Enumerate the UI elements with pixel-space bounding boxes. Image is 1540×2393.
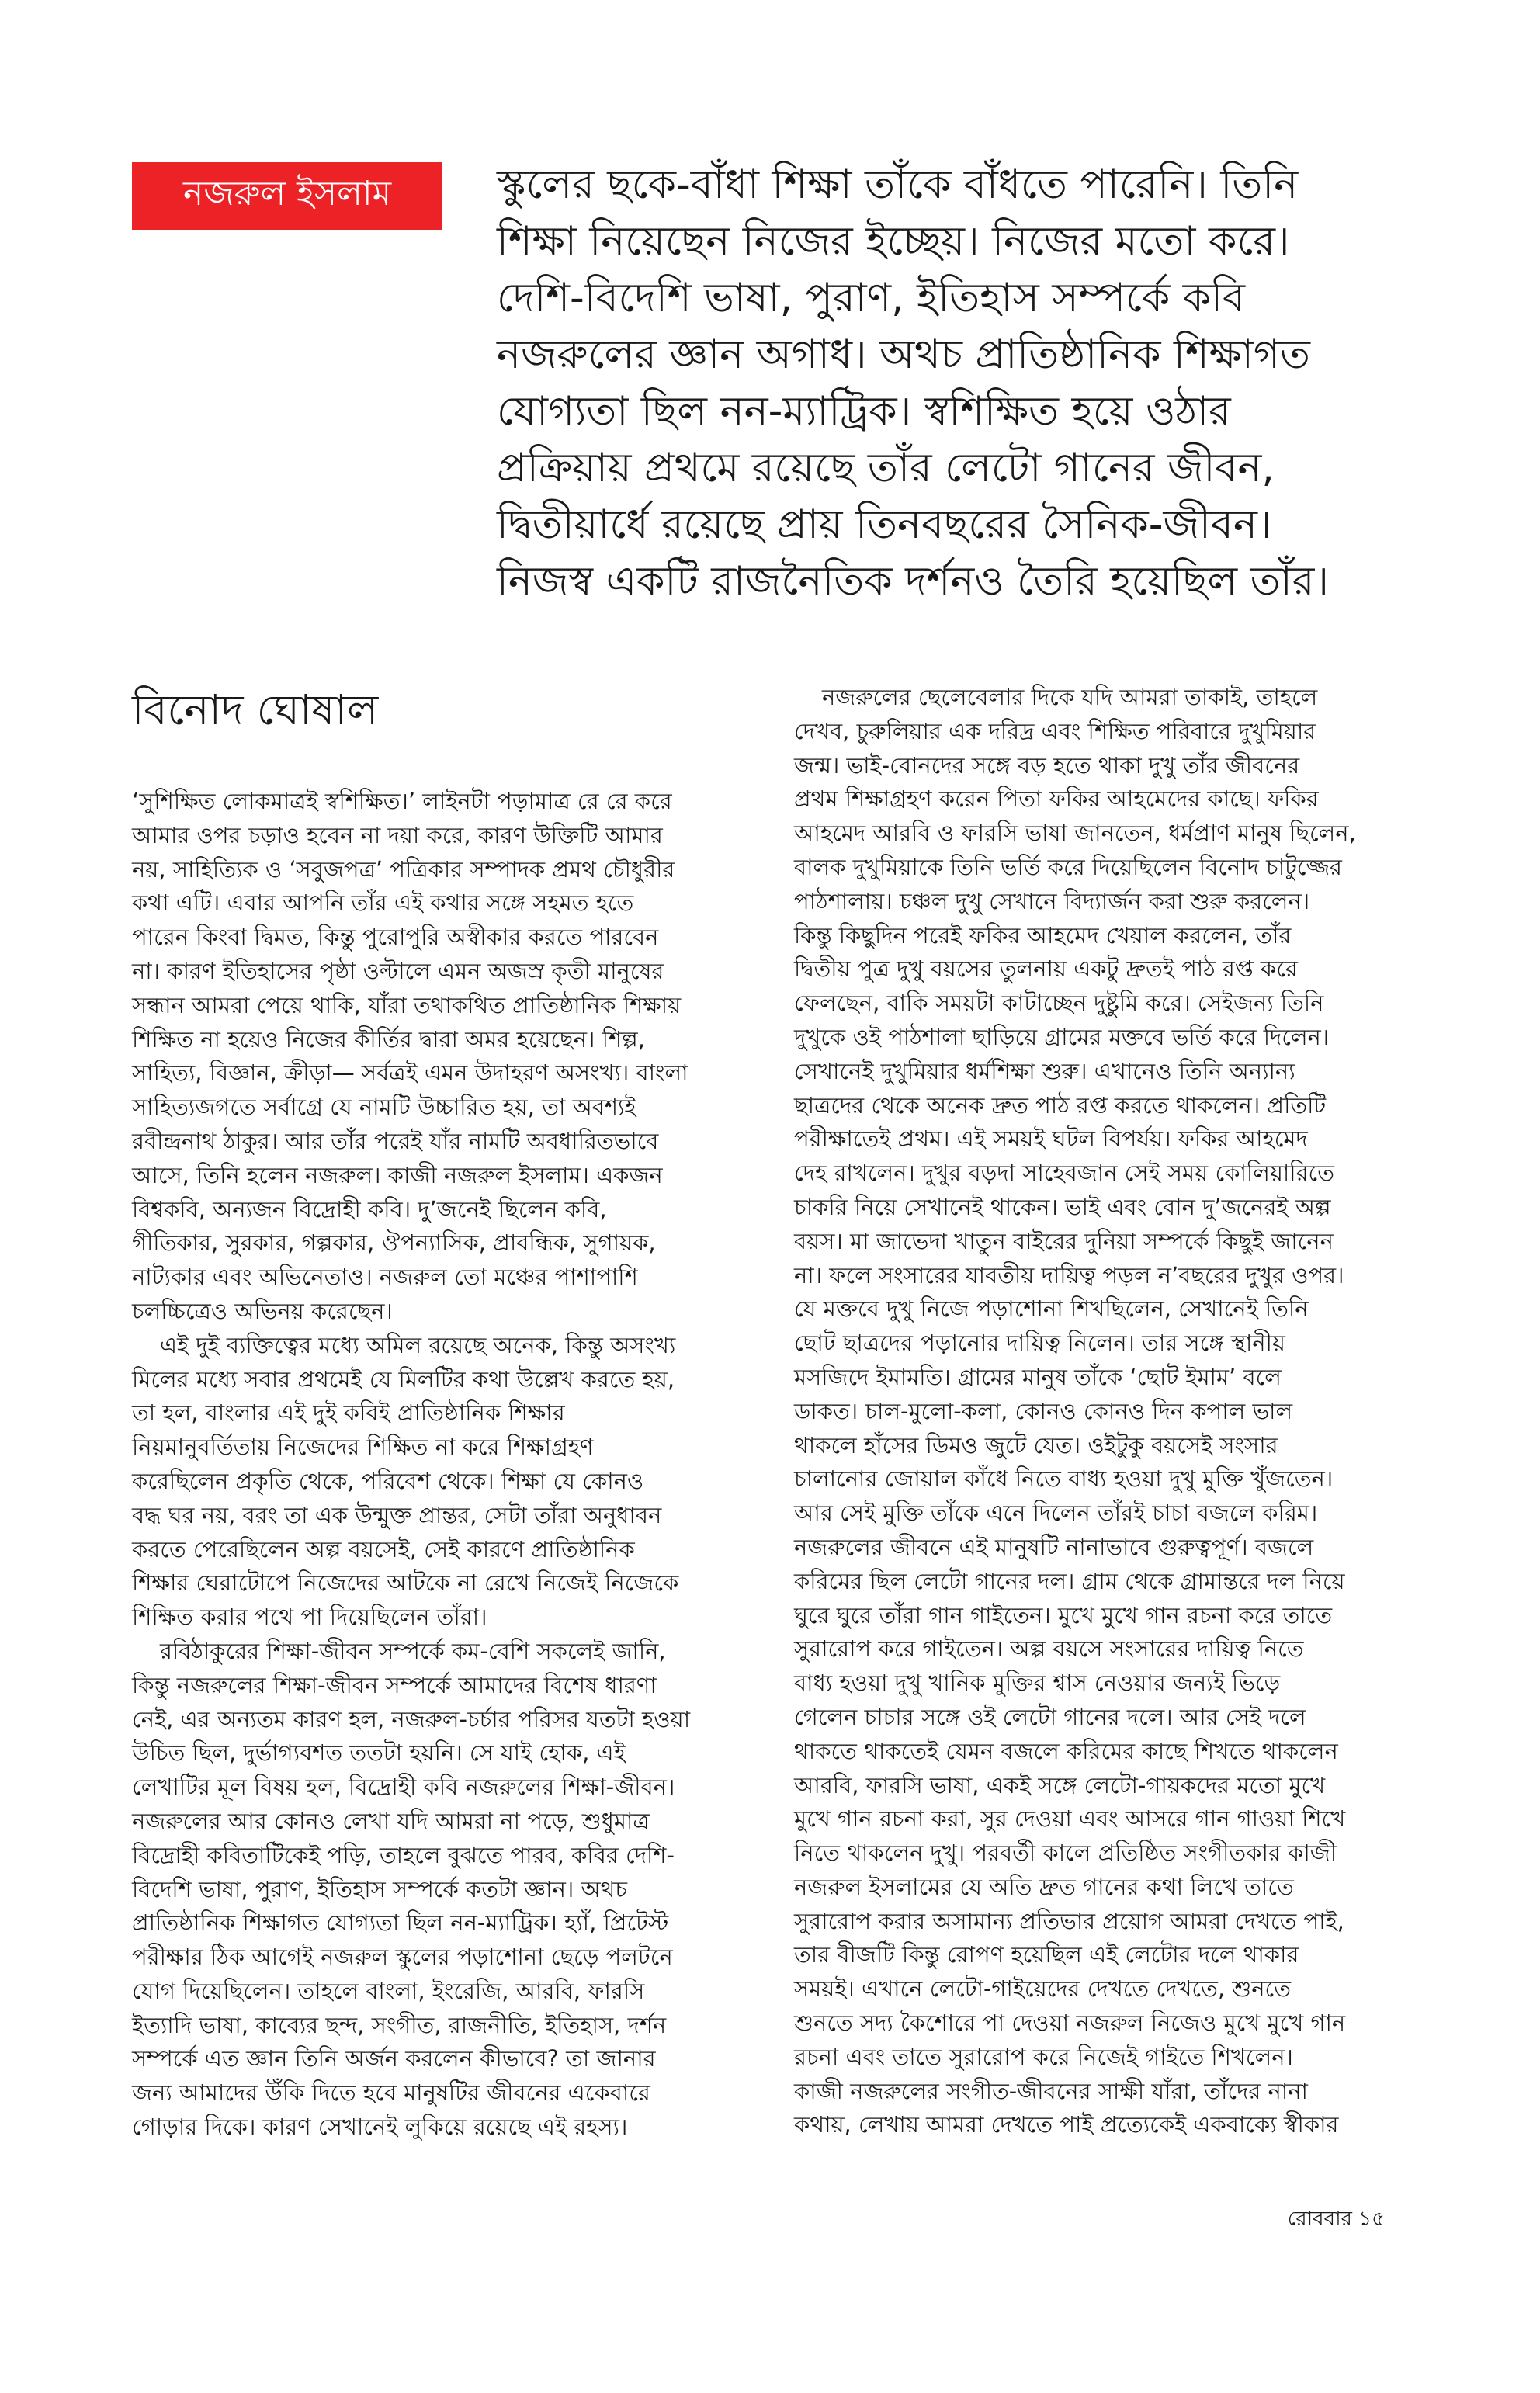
text-line: পাঠশালায়। চঞ্চল দুখু সেখানে বিদ্যার্জন করা শুরু করলেন।	[794, 887, 1310, 914]
text-line: ছোট ছাত্রদের পড়ানোর দায়িত্ব নিলেন। তার সঙ্গে স্থানীয়	[794, 1330, 1285, 1357]
text-line: করেছিলেন প্রকৃতি থেকে, পরিবেশ থেকে। শিক্ষা যে কোনও	[132, 1467, 644, 1494]
text-line: নজরুলের জীবনে এই মানুষটি নানাভাবে গুরুত্বপূর্ণ। বজলে	[794, 1533, 1314, 1560]
paragraph	[132, 785, 745, 1329]
text-line: সাহিত্য, বিজ্ঞান, ক্রীড়া— সর্বত্রই এমন উদাহরণ অসংখ্য। বাংলা	[132, 1060, 688, 1087]
text-line: ফেলছেন, বাকি সময়টা কাটাচ্ছেন দুষ্টুমি করে। সেইজন্য তিনি	[794, 990, 1324, 1017]
text-line: সময়ই। এখানে লেটো-গাইয়েদের দেখতে দেখতে, শুনতে	[794, 1975, 1291, 2003]
text-line: জন্ম। ভাই-বোনদের সঙ্গে বড় হতে থাকা দুখু তাঁর জীবনের	[794, 751, 1300, 779]
text-line: আমার ওপর চড়াও হবেন না দয়া করে, কারণ উক্তিটি আমার	[132, 821, 663, 848]
text-line: বাধ্য হওয়া দুখু খানিক মুক্তির শ্বাস নেওয়ার জন্যই ভিড়ে	[794, 1670, 1281, 1697]
text-line: লেখাটির মূল বিষয় হল, বিদ্রোহী কবি নজরুলের শিক্ষা-জীবন।	[132, 1774, 675, 1801]
author-byline: বিনোদ ঘোষাল	[132, 685, 379, 734]
text-line: ডাকত। চাল-মুলো-কলা, কোনও কোনও দিন কপাল ভাল	[794, 1397, 1293, 1424]
text-line: রবিঠাকুরের শিক্ষা-জীবন সম্পর্কে কম-বেশি সকলেই জানি,	[160, 1637, 666, 1664]
text-line: করতে পেরেছিলেন অল্প বয়সেই, সেই কারণে প্রাতিষ্ঠানিক	[132, 1535, 635, 1562]
article-column-right	[794, 681, 1407, 2142]
text-line: নজরুলের ছেলেবেলার দিকে যদি আমরা তাকাই, তাহলে	[822, 684, 1318, 710]
text-line: গেলেন চাচার সঙ্গে ওই লেটো গানের দলে। আর সেই দলে	[794, 1703, 1306, 1730]
text-line: আর সেই মুক্তি তাঁকে এনে দিলেন তাঁরই চাচা বজলে করিম।	[794, 1500, 1318, 1527]
text-line: নাট্যকার এবং অভিনেতাও। নজরুল তো মঞ্চের পাশাপাশি	[132, 1264, 638, 1291]
text-line: পারেন কিংবা দ্বিমত, কিন্তু পুরোপুরি অস্বীকার করতে পারবেন	[132, 924, 659, 951]
text-line: বিশ্বকবি, অন্যজন বিদ্রোহী কবি। দু’জনেই ছিলেন কবি,	[132, 1195, 607, 1223]
text-line: মুখে গান রচনা করা, সুর দেওয়া এবং আসরে গান গাওয়া শিখে	[794, 1805, 1346, 1833]
section-tag: নজরুল ইসলাম	[132, 162, 442, 230]
text-line: আরবি, ফারসি ভাষা, একই সঙ্গে লেটো-গায়কদের মতো মুখে	[794, 1771, 1326, 1798]
text-line: সেখানেই দুখুমিয়ার ধর্মশিক্ষা শুরু। এখানেও তিনি অন্যান্য	[794, 1057, 1295, 1084]
text-line: চলচ্চিত্রেও অভিনয় করেছেন।	[132, 1297, 393, 1324]
text-line: সাহিত্যজগতে সর্বাগ্রে যে নামটি উচ্চারিত হয়, তা অবশ্যই	[132, 1094, 636, 1121]
text-line: দুখুকে ওই পাঠশালা ছাড়িয়ে গ্রামের মক্তবে ভর্তি করে দিলেন।	[794, 1023, 1330, 1050]
text-line: এই দুই ব্যক্তিত্বের মধ্যে অমিল রয়েছে অনেক, কিন্তু অসংখ্য	[160, 1331, 676, 1358]
pull-quote-line: স্কুলের ছকে-বাঁধা শিক্ষা তাঁকে বাঁধতে পারেনি। তিনি	[497, 161, 1299, 208]
text-line: নয়, সাহিত্যিক ও ‘সবুজপত্র’ পত্রিকার সম্পাদক প্রমথ চৌধুরীর	[132, 855, 675, 883]
text-line: বালক দুখুমিয়াকে তিনি ভর্তি করে দিয়েছিলেন বিনোদ চাটুজ্জের	[794, 853, 1342, 880]
text-line: জন্য আমাদের উঁকি দিতে হবে মানুষটির জীবনের একেবারে	[132, 2079, 650, 2107]
text-line: তা হল, বাংলার এই দুই কবিই প্রাতিষ্ঠানিক শিক্ষার	[132, 1399, 565, 1427]
paragraph	[132, 1329, 745, 1635]
text-line: নজরুল ইসলামের যে অতি দ্রুত গানের কথা লিখে তাতে	[794, 1873, 1294, 1900]
text-line: আহমেদ আরবি ও ফারসি ভাষা জানতেন, ধর্মপ্রাণ মানুষ ছিলেন,	[794, 820, 1356, 847]
pull-quote-line: নজরুলের জ্ঞান অগাধ। অথচ প্রাতিষ্ঠানিক শিক্ষাগত	[497, 331, 1310, 378]
text-line: প্রথম শিক্ষাগ্রহণ করেন পিতা ফকির আহমেদের কাছে। ফকির	[794, 786, 1319, 813]
text-line: কাজী নজরুলের সংগীত-জীবনের সাক্ষী যাঁরা, তাঁদের নানা	[794, 2077, 1308, 2104]
text-line: চালানোর জোয়াল কাঁধে নিতে বাধ্য হওয়া দুখু মুক্তি খুঁজতেন।	[794, 1465, 1334, 1493]
text-line: রবীন্দ্রনাথ ঠাকুর। আর তাঁর পরেই যাঁর নামটি অবধারিতভাবে	[132, 1127, 659, 1154]
text-line: সন্ধান আমরা পেয়ে থাকি, যাঁরা তথাকথিত প্রাতিষ্ঠানিক শিক্ষায়	[132, 991, 682, 1018]
text-line: নজরুলের আর কোনও লেখা যদি আমরা না পড়ে, শুধুমাত্র	[132, 1807, 650, 1834]
pull-quote-line: দ্বিতীয়ার্ধে রয়েছে প্রায় তিনবছরের সৈনিক-জীবন।	[497, 501, 1272, 548]
text-line: নিতে থাকলেন দুখু। পরবর্তী কালে প্রতিষ্ঠিত সংগীতকার কাজী	[794, 1840, 1337, 1867]
text-line: কিন্তু নজরুলের শিক্ষা-জীবন সম্পর্কে আমাদের বিশেষ ধারণা	[132, 1671, 657, 1698]
text-line: নিয়মানুবর্তিতায় নিজেদের শিক্ষিত না করে শিক্ষাগ্রহণ	[132, 1434, 594, 1461]
text-line: শিক্ষিত করার পথে পা দিয়েছিলেন তাঁরা।	[132, 1604, 487, 1631]
text-line: মিলের মধ্যে সবার প্রথমেই যে মিলটির কথা উল্লেখ করতে হয়,	[132, 1365, 675, 1392]
pull-quote-line: দেশি-বিদেশি ভাষা, পুরাণ, ইতিহাস সম্পর্কে কবি	[497, 275, 1245, 321]
text-line: আসে, তিনি হলেন নজরুল। কাজী নজরুল ইসলাম। একজন	[132, 1161, 663, 1188]
text-line: ছাত্রদের থেকে অনেক দ্রুত পাঠ রপ্ত করতে থাকলেন। প্রতিটি	[794, 1091, 1327, 1118]
text-line: পরীক্ষার ঠিক আগেই নজরুল স্কুলের পড়াশোনা ছেড়ে পলটনে	[132, 1944, 673, 1971]
text-line: দ্বিতীয় পুত্র দুখু বয়সের তুলনায় একটু দ্রুতই পাঠ রপ্ত করে	[794, 955, 1298, 983]
text-line: দেখব, চুরুলিয়ার এক দরিদ্র এবং শিক্ষিত পরিবারে দুখুমিয়ার	[794, 717, 1316, 744]
text-line: থাকলে হাঁসের ডিমও জুটে যেত। ওইটুকু বয়সেই সংসার	[794, 1431, 1278, 1458]
text-line: না। কারণ ইতিহাসের পৃষ্ঠা ওল্টালে এমন অজস্র কৃতী মানুষের	[132, 957, 664, 984]
text-line: শিক্ষার ঘেরাটোপে নিজেদের আটকে না রেখে নিজেই নিজেকে	[132, 1569, 679, 1597]
paragraph	[794, 681, 1407, 2142]
text-line: শুনতে সদ্য কৈশোরে পা দেওয়া নজরুল নিজেও মুখে মুখে গান	[794, 2010, 1346, 2037]
pull-quote-line: নিজস্ব একটি রাজনৈতিক দর্শনও তৈরি হয়েছিল তাঁর।	[497, 558, 1329, 605]
text-line: বিদেশি ভাষা, পুরাণ, ইতিহাস সম্পর্কে কতটা জ্ঞান। অথচ	[132, 1875, 628, 1902]
text-line: থাকতে থাকতেই যেমন বজলে করিমের কাছে শিখতে থাকলেন	[794, 1737, 1338, 1764]
text-line: ঘুরে ঘুরে তাঁরা গান গাইতেন। মুখে মুখে গান রচনা করে তাতে	[794, 1601, 1333, 1628]
text-line: সুরারোপ করার অসামান্য প্রতিভার প্রয়োগ আমরা দেখতে পাই,	[794, 1907, 1344, 1934]
pull-quote	[497, 157, 1366, 610]
text-line: শিক্ষিত না হয়েও নিজের কীর্তির দ্বারা অমর হয়েছেন। শিল্প,	[132, 1025, 645, 1053]
text-line: মসজিদে ইমামতি। গ্রামের মানুষ তাঁকে ‘ছোট ইমাম’ বলে	[794, 1363, 1282, 1390]
text-line: না। ফলে সংসারের যাবতীয় দায়িত্ব পড়ল ন’বছরের দুখুর ওপর।	[794, 1261, 1344, 1288]
page-number: ১৫	[1358, 2207, 1385, 2231]
text-line: নেই, এর অন্যতম কারণ হল, নজরুল-চর্চার পরিসর যতটা হওয়া	[132, 1705, 691, 1732]
text-line: যে মক্তবে দুখু নিজে পড়াশোনা শিখছিলেন, সেখানেই তিনি	[794, 1295, 1309, 1323]
text-line: কথায়, লেখায় আমরা দেখতে পাই প্রত্যেকেই একবাক্যে স্বীকার	[794, 2111, 1339, 2138]
text-line: তার বীজটি কিন্তু রোপণ হয়েছিল এই লেটোর দলে থাকার	[794, 1941, 1299, 1968]
text-line: প্রাতিষ্ঠানিক শিক্ষাগত যোগ্যতা ছিল নন-ম্যাট্রিক। হ্যাঁ, প্রিটেস্ট	[132, 1909, 669, 1937]
pull-quote-line: যোগ্যতা ছিল নন-ম্যাট্রিক। স্বশিক্ষিত হয়ে ওঠার	[497, 388, 1231, 435]
text-line: রচনা এবং তাতে সুরারোপ করে নিজেই গাইতে শিখলেন।	[794, 2043, 1293, 2070]
pull-quote-line: শিক্ষা নিয়েছেন নিজের ইচ্ছেয়। নিজের মতো করে।	[497, 218, 1290, 265]
text-line: চাকরি নিয়ে সেখানেই থাকেন। ভাই এবং বোন দু’জনেরই অল্প	[794, 1193, 1331, 1220]
text-line: সুরারোপ করে গাইতেন। অল্প বয়সে সংসারের দায়িত্ব নিতে	[794, 1635, 1304, 1663]
text-line: ‘সুশিক্ষিত লোকমাত্রই স্বশিক্ষিত।’ লাইনটা পড়ামাত্র রে রে করে	[132, 788, 672, 814]
text-line: গীতিকার, সুরকার, গল্পকার, ঔপন্যাসিক, প্রাবন্ধিক, সুগায়ক,	[132, 1229, 656, 1257]
pull-quote-line: প্রক্রিয়ায় প্রথমে রয়েছে তাঁর লেটো গানের জীবন,	[497, 445, 1275, 491]
paragraph	[132, 1635, 745, 2145]
text-line: সম্পর্কে এত জ্ঞান তিনি অর্জন করলেন কীভাবে? তা জানার	[132, 2045, 656, 2072]
text-line: পরীক্ষাতেই প্রথম। এই সময়ই ঘটল বিপর্যয়। ফকির আহমেদ	[794, 1125, 1308, 1153]
text-line: কথা এটি। এবার আপনি তাঁর এই কথার সঙ্গে সহমত হতে	[132, 890, 634, 917]
text-line: কিন্তু কিছুদিন পরেই ফকির আহমেদ খেয়াল করলেন, তাঁর	[794, 921, 1292, 949]
text-line: ইত্যাদি ভাষা, কাব্যের ছন্দ, সংগীত, রাজনীতি, ইতিহাস, দর্শন	[132, 2011, 667, 2038]
page-footer	[1288, 2203, 1385, 2237]
text-line: দেহ রাখলেন। দুখুর বড়দা সাহেবজান সেই সময় কোলিয়ারিতে	[794, 1160, 1334, 1187]
magazine-name: রোববার	[1287, 2207, 1352, 2231]
text-line: উচিত ছিল, দুর্ভাগ্যবশত ততটা হয়নি। সে যাই হোক, এই	[132, 1739, 626, 1767]
text-line: বদ্ধ ঘর নয়, বরং তা এক উন্মুক্ত প্রান্তর, সেটা তাঁরা অনুধাবন	[132, 1501, 662, 1528]
text-line: বয়স। মা জাভেদা খাতুন বাইরের দুনিয়া সম্পর্কে কিছুই জানেন	[794, 1227, 1334, 1254]
article-column-left	[132, 785, 745, 2145]
text-line: করিমের ছিল লেটো গানের দল। গ্রাম থেকে গ্রামান্তরে দল নিয়ে	[794, 1567, 1345, 1594]
text-line: গোড়ার দিকে। কারণ সেখানেই লুকিয়ে রয়েছে এই রহস্য।	[132, 2114, 628, 2141]
text-line: বিদ্রোহী কবিতাটিকেই পড়ি, তাহলে বুঝতে পারব, কবির দেশি-	[132, 1841, 675, 1868]
text-line: যোগ দিয়েছিলেন। তাহলে বাংলা, ইংরেজি, আরবি, ফারসি	[132, 1977, 645, 2004]
